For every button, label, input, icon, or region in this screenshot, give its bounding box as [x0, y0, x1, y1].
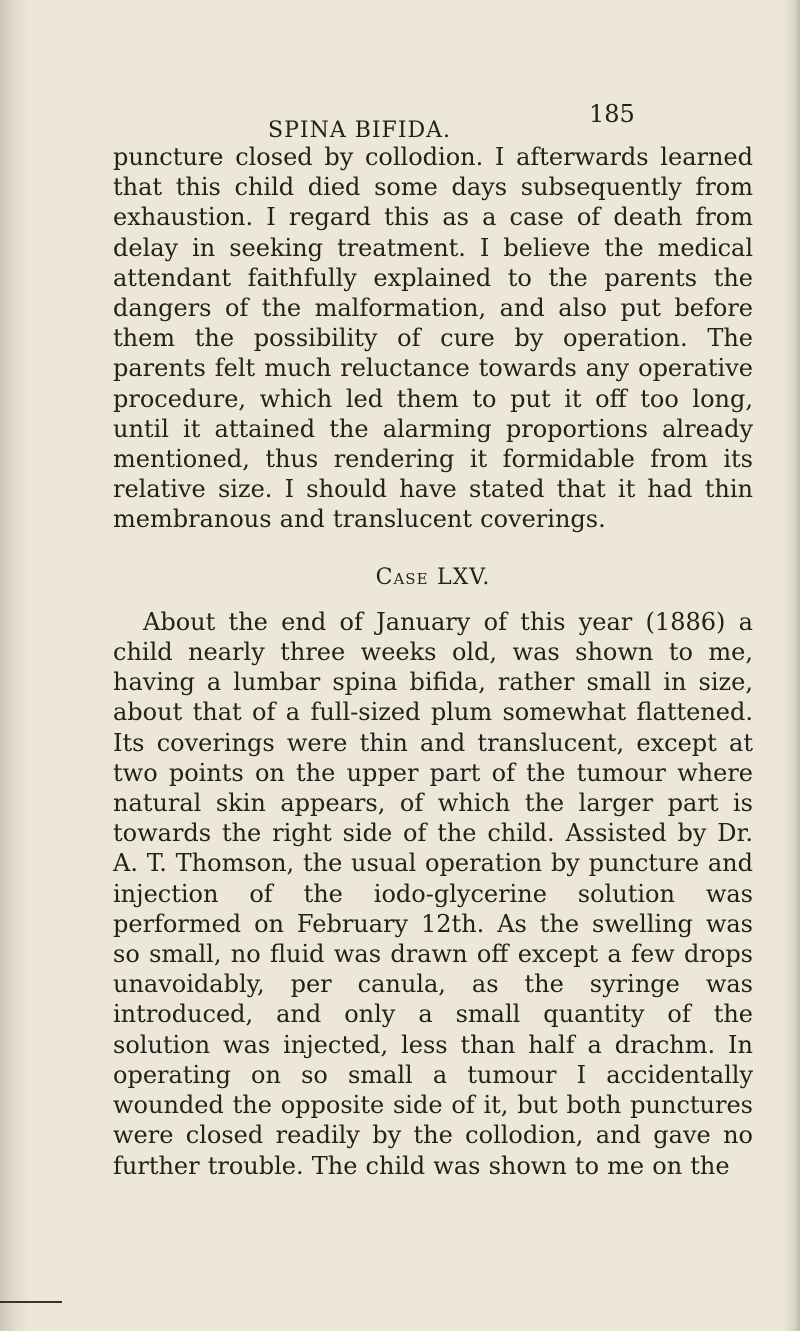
case-heading: Case LXV.	[375, 564, 491, 590]
body-text	[113, 142, 753, 1181]
page-edge-mark	[0, 1301, 62, 1303]
running-head: SPINA BIFIDA.	[268, 118, 452, 143]
case-paragraph: About the end of January of this year (1886) a child nearly three weeks old, was shown to me, having a lumbar spina bifida, rather small in size, about that of a full-sized plum somewhat flattened. Its coverings were thin and translucent, except at two points on the upper part of the tumour where natural skin appears, of which the larger part is towards the right side of the child. Assisted by Dr. A. T. Thomson, the usual operation by puncture and injection of the iodo-glycerine solution was performed on February 12th. As the swelling was so small, no fluid was drawn off except a few drops unavoidably, per canula, as the syringe was introduced, and only a small quantity of the solution was injected, less than half a drachm. In operating on so small a tumour I accidentally wounded the opposite side of it, but both punctures were closed readily by the collodion, and gave no further trouble. The child was shown to me on the	[113, 607, 753, 1180]
page-number: 185	[589, 100, 635, 128]
paragraph-continuation: puncture closed by collodion. I afterwards learned that this child died some days subsequently from exhaustion. I regard this as a case of death from delay in seeking treatment. I believe the medical attendant faithfully explained to the parents the dangers of the malformation, and also put before them the possibility of cure by operation. The parents felt much reluctance towards any operative procedure, which led them to put it off too long, until it attained the alarming proportions already mentioned, thus rendering it formidable from its relative size. I should have stated that it had thin membranous and translucent coverings.	[113, 143, 753, 534]
